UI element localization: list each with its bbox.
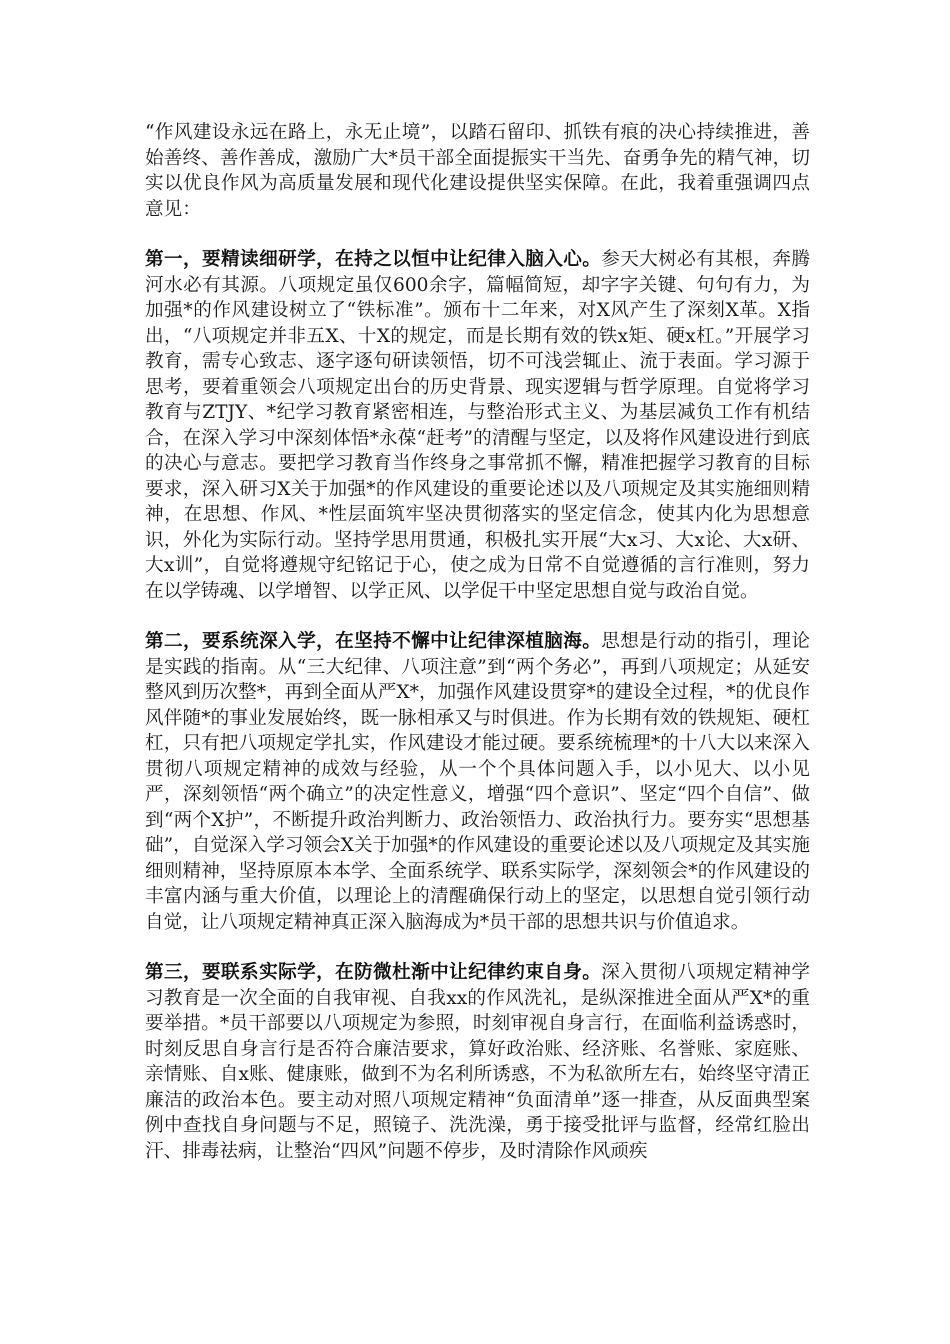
section-2-heading: 第二，要系统深入学，在坚持不懈中让纪律深植脑海。: [145, 631, 602, 652]
section-3-body: 深入贯彻八项规定精神学习教育是一次全面的自我审视、自我xx的作风洗礼，是纵深推进全面从严X*的重要举措。*员干部要以八项规定为参照，时刻审视自身言行，在面临利益诱惑时，时刻反思自身言行是否符合廉洁要求，算好政治账、经济账、名誉账、家庭账、亲情账、自x账、健康账，做到不为名利所诱惑，不为私欲所左右，始终坚守清正廉洁的政治本色。要主动对照八项规定精神“负面清单”逐一排查，从反面典型案例中查找自身问题与不足，照镜子、洗洗澡，勇于接受批评与监督，经常红脸出汗、排毒祛病，让整治“四风”问题不停步，及时清除作风顽疾: [145, 962, 810, 1162]
section-3-heading: 第三，要联系实际学，在防微杜渐中让纪律约束自身。: [145, 962, 602, 983]
section-3-paragraph: [145, 960, 810, 1164]
section-2-body: 思想是行动的指引，理论是实践的指南。从“三大纪律、八项注意”到“两个务必”，再到八项规定；从延安整风到历次整*，再到全面从严X*，加强作风建设贯穿*的建设全过程，*的优良作风伴随*的事业发展始终，既一脉相承又与时俱进。作为长期有效的铁规矩、硬杠杠，只有把八项规定学扎实，作风建设才能过硬。要系统梳理*的十八大以来深入贯彻八项规定精神的成效与经验，从一个个具体问题入手，以小见大、以小见严，深刻领悟“两个确立”的决定性意义，增强“四个意识”、坚定“四个自信”、做到“两个X护”，不断提升政治判断力、政治领悟力、政治执行力。要夯实“思想基础”，自觉深入学习领会X关于加强*的作风建设的重要论述以及八项规定及其实施细则精神，坚持原原本本学、全面系统学、联系实际学，深刻领会*的作风建设的丰富内涵与重大价值，以理论上的清醒确保行动上的坚定，以思想自觉引领行动自觉，让八项规定精神真正深入脑海成为*员干部的思想共识与价值追求。: [145, 631, 810, 933]
section-1-heading: 第一，要精读细研学，在持之以恒中让纪律入脑入心。: [145, 249, 602, 270]
document-page: [145, 120, 810, 1189]
intro-paragraph: “作风建设永远在路上，永无止境”，以踏石留印、抓铁有痕的决心持续推进，善始善终、善作善成，激励广大*员干部全面提振实干当先、奋勇争先的精气神，切实以优良作风为高质量发展和现代化建设提供坚实保障。在此，我着重强调四点意见：: [145, 122, 810, 220]
section-1-body: 参天大树必有其根，奔腾河水必有其源。八项规定虽仅600余字，篇幅简短，却字字关键、句句有力，为加强*的作风建设树立了“铁标准”。颁布十二年来，对X风产生了深刻X革。X指出，“八项规定并非五X、十X的规定，而是长期有效的铁x矩、硬x杠。”开展学习教育，需专心致志、逐字逐句研读领悟，切不可浅尝辄止、流于表面。学习源于思考，要着重领会八项规定出台的历史背景、现实逻辑与哲学原理。自觉将学习教育与ZTJY、*纪学习教育紧密相连，与整治形式主义、为基层减负工作有机结合，在深入学习中深刻体悟*永葆“赶考”的清醒与坚定，以及将作风建设进行到底的决心与意志。要把学习教育当作终身之事常抓不懈，精准把握学习教育的目标要求，深入研习X关于加强*的作风建设的重要论述以及八项规定及其实施细则精神，在思想、作风、*性层面筑牢坚决贯彻落实的坚定信念，使其内化为思想意识，外化为实际行动。坚持学思用贯通，积极扎实开展“大x习、大x论、大x研、大x训”，自觉将遵规守纪铭记于心，使之成为日常不自觉遵循的言行准则，努力在以学铸魂、以学增智、以学正风、以学促干中坚定思想自觉与政治自觉。: [145, 249, 810, 602]
section-1-paragraph: [145, 247, 810, 604]
section-2-paragraph: [145, 629, 810, 935]
